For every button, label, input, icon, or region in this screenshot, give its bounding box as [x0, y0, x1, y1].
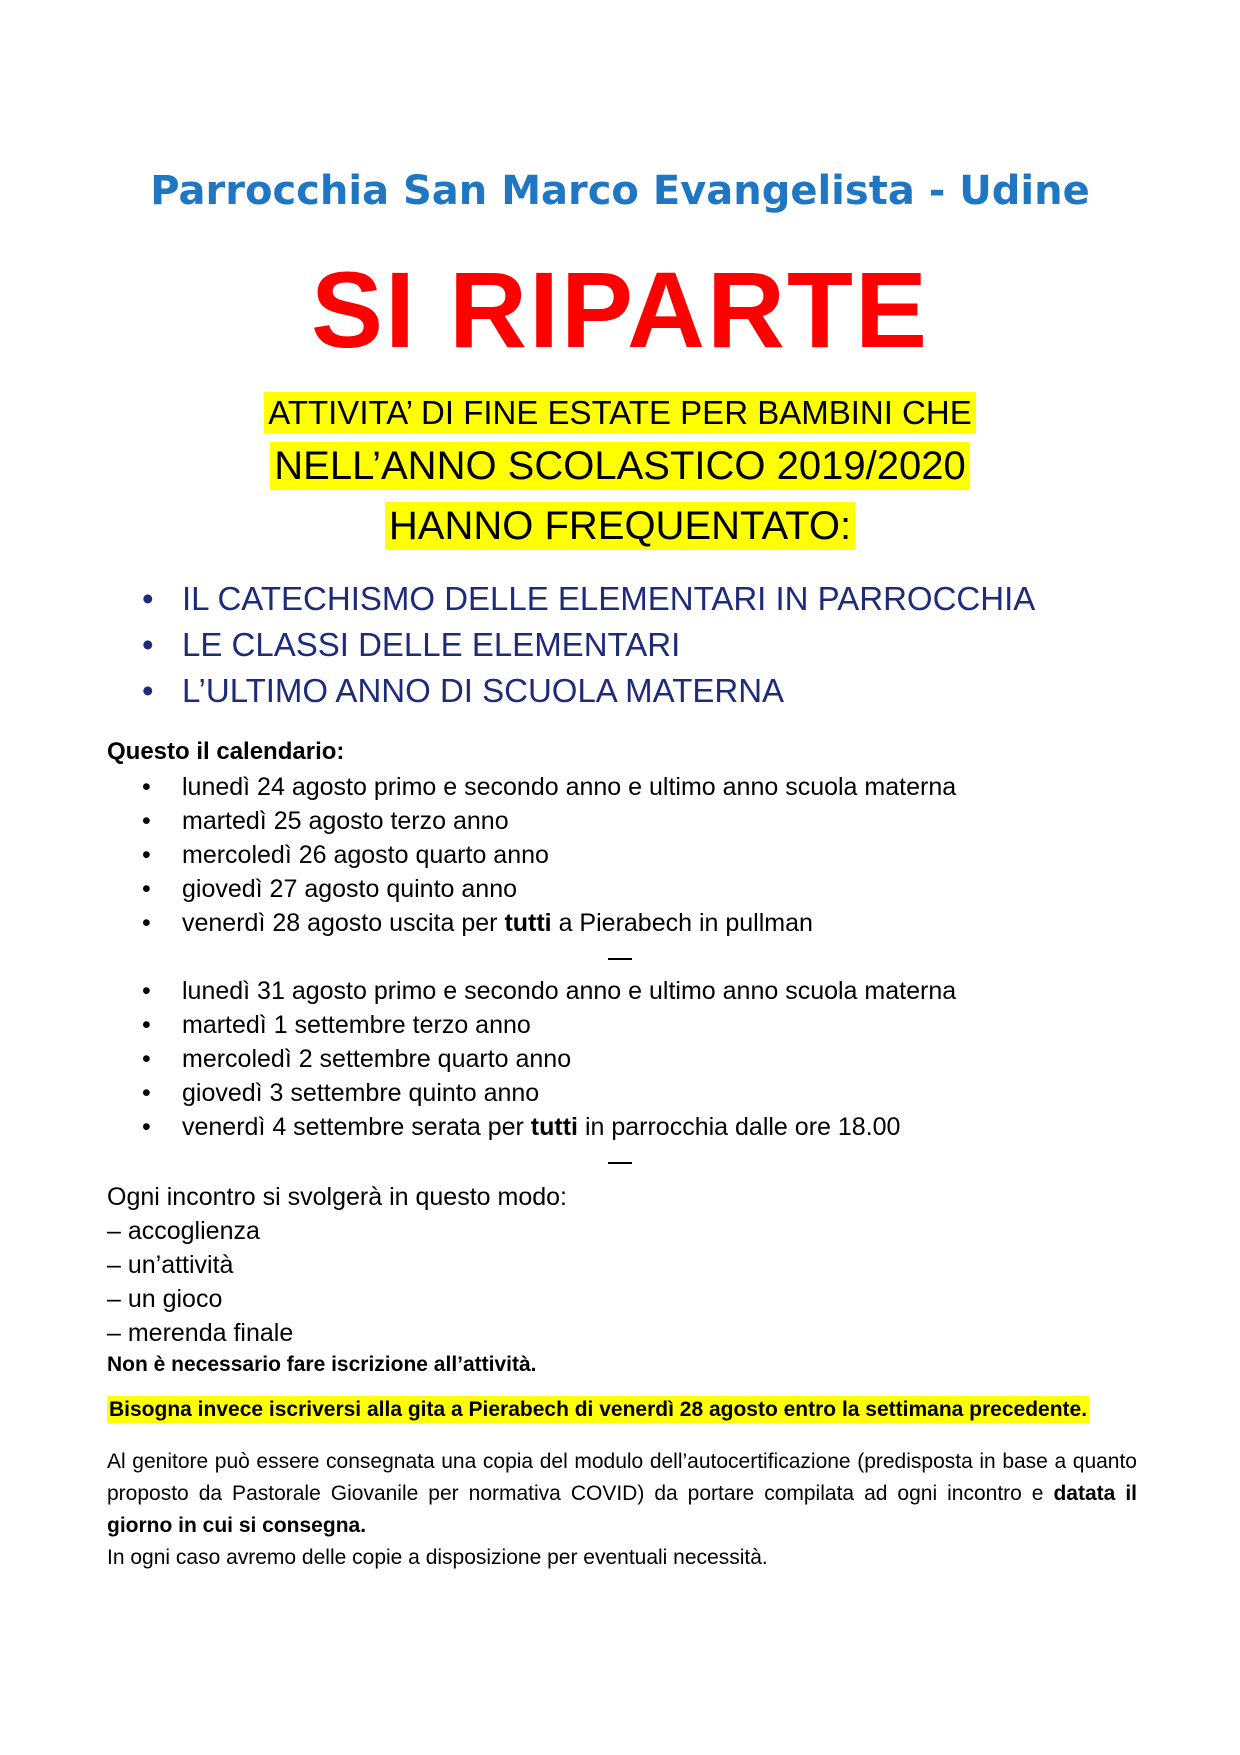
list-item: • martedì 1 settembre terzo anno — [142, 1008, 956, 1042]
list-item: • L’ULTIMO ANNO DI SCUOLA MATERNA — [142, 668, 1035, 714]
bullet-icon: • — [142, 807, 151, 835]
highlight-line-3: HANNO FREQUENTATO: — [0, 503, 1240, 549]
separator — [608, 1162, 632, 1164]
list-item: • giovedì 27 agosto quinto anno — [142, 872, 956, 906]
bullet-icon: • — [142, 580, 154, 617]
parent-info-paragraph: Al genitore può essere consegnata una copia del modulo dell’autocertificazione (predisposta in base a quanto proposto da Pastorale Giovanile per normativa COVID) da portare compilata ad ogni incontro e datata il giorno in cui si consegna. In ogni caso avremo delle copie a disposizione per eventuali necessità. — [107, 1450, 1137, 1569]
bullet-icon: • — [142, 841, 151, 869]
bullet-icon: • — [142, 773, 151, 801]
list-item: • giovedì 3 settembre quinto anno — [142, 1076, 956, 1110]
no-registration-note: Non è necessario fare iscrizione all’attività. — [107, 1353, 537, 1376]
list-item: – un’attività — [107, 1251, 234, 1279]
list-item: • LE CLASSI DELLE ELEMENTARI — [142, 622, 1035, 668]
separator — [608, 958, 632, 960]
list-item: • mercoledì 26 agosto quarto anno — [142, 838, 956, 872]
list-item: – un gioco — [107, 1285, 223, 1313]
calendar-label: Questo il calendario: — [107, 738, 345, 765]
meeting-format-intro: Ogni incontro si svolgerà in questo modo: — [107, 1183, 567, 1211]
bullet-icon: • — [142, 1113, 151, 1141]
target-list — [142, 576, 1035, 714]
bullet-icon: • — [142, 1045, 151, 1073]
bullet-icon: • — [142, 875, 151, 903]
list-item: • martedì 25 agosto terzo anno — [142, 804, 956, 838]
highlight-line-2: NELL’ANNO SCOLASTICO 2019/2020 — [0, 443, 1240, 489]
list-item: • IL CATECHISMO DELLE ELEMENTARI IN PARROCCHIA — [142, 576, 1035, 622]
list-item: • venerdì 4 settembre serata per tutti in parrocchia dalle ore 18.00 — [142, 1110, 956, 1144]
highlight-line-1: ATTIVITA’ DI FINE ESTATE PER BAMBINI CHE — [0, 393, 1240, 432]
list-item: • lunedì 31 agosto primo e secondo anno e ultimo anno scuola materna — [142, 974, 956, 1008]
calendar-week-2 — [142, 974, 956, 1144]
bullet-icon: • — [142, 1011, 151, 1039]
parish-title: Parrocchia San Marco Evangelista - Udine — [150, 168, 1090, 214]
list-item: – accoglienza — [107, 1217, 260, 1245]
meeting-format — [107, 1180, 567, 1350]
bullet-icon: • — [142, 1079, 151, 1107]
list-item: • lunedì 24 agosto primo e secondo anno e ultimo anno scuola materna — [142, 770, 956, 804]
list-item: – merenda finale — [107, 1319, 294, 1347]
bullet-icon: • — [142, 977, 151, 1005]
trip-registration-note: Bisogna invece iscriversi alla gita a Pierabech di venerdì 28 agosto entro la settimana precedente. — [109, 1398, 1088, 1421]
headline: SI RIPARTE — [310, 249, 930, 370]
list-item: • venerdì 28 agosto uscita per tutti a Pierabech in pullman — [142, 906, 956, 940]
bullet-icon: • — [142, 909, 151, 937]
bullet-icon: • — [142, 626, 154, 663]
list-item: • mercoledì 2 settembre quarto anno — [142, 1042, 956, 1076]
bullet-icon: • — [142, 672, 154, 709]
calendar-week-1 — [142, 770, 956, 940]
